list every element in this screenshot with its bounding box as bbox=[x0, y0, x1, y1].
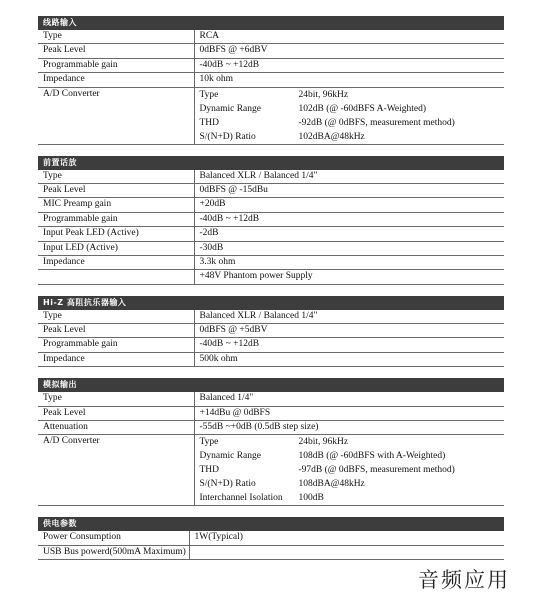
spec-row bbox=[38, 421, 504, 435]
spec-label: Peak Level bbox=[38, 44, 194, 58]
section-title: 模拟输出 bbox=[38, 378, 504, 392]
spec-row bbox=[38, 212, 504, 226]
spec-row bbox=[38, 44, 504, 58]
spec-table bbox=[38, 310, 504, 368]
section-title: 供电参数 bbox=[38, 517, 504, 531]
spec-document bbox=[38, 16, 504, 571]
spec-label: Programmable gain bbox=[38, 58, 194, 72]
spec-label: Programmable gain bbox=[38, 212, 194, 226]
spec-value: RCA bbox=[194, 30, 504, 44]
section-title: 线路输入 bbox=[38, 16, 504, 30]
spec-row bbox=[38, 310, 504, 324]
spec-value: -40dB ~ +12dB bbox=[194, 212, 504, 226]
spec-section bbox=[38, 296, 504, 368]
sub-label: S/(N+D) Ratio bbox=[199, 479, 256, 490]
spec-row bbox=[38, 183, 504, 197]
spec-row bbox=[38, 435, 504, 506]
sub-value: 108dB (@ -60dBFS with A-Weighted) bbox=[298, 451, 446, 462]
spec-row bbox=[38, 270, 504, 284]
spec-label: Attenuation bbox=[38, 421, 194, 435]
spec-row bbox=[38, 58, 504, 72]
spec-value: 10k ohm bbox=[194, 73, 504, 87]
spec-label: Type bbox=[38, 392, 194, 406]
spec-label: Impedance bbox=[38, 73, 194, 87]
spec-table bbox=[38, 30, 504, 145]
spec-row bbox=[38, 545, 504, 559]
spec-value: Balanced XLR / Balanced 1/4" bbox=[194, 170, 504, 184]
spec-value: 0dBFS @ +5dBV bbox=[194, 324, 504, 338]
spec-section bbox=[38, 156, 504, 285]
spec-value: -30dB bbox=[194, 241, 504, 255]
spec-row bbox=[38, 406, 504, 420]
spec-label: Type bbox=[38, 30, 194, 44]
spec-value: -40dB ~ +12dB bbox=[194, 338, 504, 352]
sub-value: -97dB (@ 0dBFS, measurement method) bbox=[298, 465, 455, 476]
sub-label: Interchannel Isolation bbox=[199, 493, 283, 504]
spec-label: Impedance bbox=[38, 352, 194, 366]
spec-value: Balanced XLR / Balanced 1/4" bbox=[194, 310, 504, 324]
spec-value bbox=[189, 545, 504, 559]
spec-label: MIC Preamp gain bbox=[38, 198, 194, 212]
spec-value: 0dBFS @ +6dBV bbox=[194, 44, 504, 58]
spec-table bbox=[38, 531, 504, 560]
spec-row bbox=[38, 392, 504, 406]
sub-value: -92dB (@ 0dBFS, measurement method) bbox=[298, 117, 455, 128]
section-title: 前置话放 bbox=[38, 156, 504, 170]
spec-section bbox=[38, 16, 504, 145]
spec-label: Power Consumption bbox=[38, 531, 189, 545]
sub-label: THD bbox=[199, 465, 220, 476]
sub-value: 102dBA@48kHz bbox=[298, 131, 365, 142]
spec-label: Type bbox=[38, 310, 194, 324]
sub-label: THD bbox=[199, 117, 220, 128]
spec-value: -2dB bbox=[194, 227, 504, 241]
sub-label: Type bbox=[199, 437, 219, 448]
spec-row bbox=[38, 352, 504, 366]
section-title: Hi-Z 高阻抗乐器输入 bbox=[38, 296, 504, 310]
spec-row bbox=[38, 170, 504, 184]
spec-label: Input Peak LED (Active) bbox=[38, 227, 194, 241]
spec-value: -40dB ~ +12dB bbox=[194, 58, 504, 72]
spec-row bbox=[38, 87, 504, 144]
sub-value: 108dBA@48kHz bbox=[298, 479, 365, 490]
spec-value: +14dBu @ 0dBFS bbox=[194, 406, 504, 420]
spec-row bbox=[38, 255, 504, 269]
spec-label: Programmable gain bbox=[38, 338, 194, 352]
spec-value: 3.3k ohm bbox=[194, 255, 504, 269]
sub-label: S/(N+D) Ratio bbox=[199, 131, 256, 142]
spec-table bbox=[38, 170, 504, 285]
spec-label: Impedance bbox=[38, 255, 194, 269]
spec-label: Input LED (Active) bbox=[38, 241, 194, 255]
spec-section bbox=[38, 517, 504, 560]
spec-value: 0dBFS @ -15dBu bbox=[194, 183, 504, 197]
spec-label: USB Bus powerd(500mA Maximum) bbox=[38, 545, 189, 559]
spec-row bbox=[38, 73, 504, 87]
spec-row bbox=[38, 324, 504, 338]
spec-value: -55dB ~+0dB (0.5dB step size) bbox=[194, 421, 504, 435]
spec-value: +20dB bbox=[194, 198, 504, 212]
spec-table bbox=[38, 392, 504, 506]
spec-value: 1W(Typical) bbox=[189, 531, 504, 545]
spec-label: A/D Converter bbox=[38, 435, 194, 506]
spec-subtable bbox=[194, 435, 504, 506]
spec-value: 500k ohm bbox=[194, 352, 504, 366]
spec-row bbox=[38, 227, 504, 241]
spec-label: Type bbox=[38, 170, 194, 184]
spec-label: Peak Level bbox=[38, 183, 194, 197]
sub-label: Type bbox=[199, 89, 219, 100]
sub-value: 24bit, 96kHz bbox=[298, 89, 349, 100]
watermark-logo: 音频应用 bbox=[418, 568, 510, 592]
sub-value: 100dB bbox=[298, 493, 324, 504]
sub-value: 102dB (@ -60dBFS A-Weighted) bbox=[298, 103, 427, 114]
spec-value: +48V Phantom power Supply bbox=[194, 270, 504, 284]
spec-row bbox=[38, 338, 504, 352]
spec-subtable bbox=[194, 87, 504, 144]
spec-label: Peak Level bbox=[38, 406, 194, 420]
spec-row bbox=[38, 198, 504, 212]
sub-label: Dynamic Range bbox=[199, 451, 261, 462]
spec-section bbox=[38, 378, 504, 506]
spec-label: A/D Converter bbox=[38, 87, 194, 144]
spec-label: Peak Level bbox=[38, 324, 194, 338]
spec-value: Balanced 1/4" bbox=[194, 392, 504, 406]
spec-label bbox=[38, 270, 194, 284]
spec-row bbox=[38, 531, 504, 545]
sub-value: 24bit, 96kHz bbox=[298, 437, 349, 448]
spec-row bbox=[38, 241, 504, 255]
sub-label: Dynamic Range bbox=[199, 103, 261, 114]
spec-row bbox=[38, 30, 504, 44]
